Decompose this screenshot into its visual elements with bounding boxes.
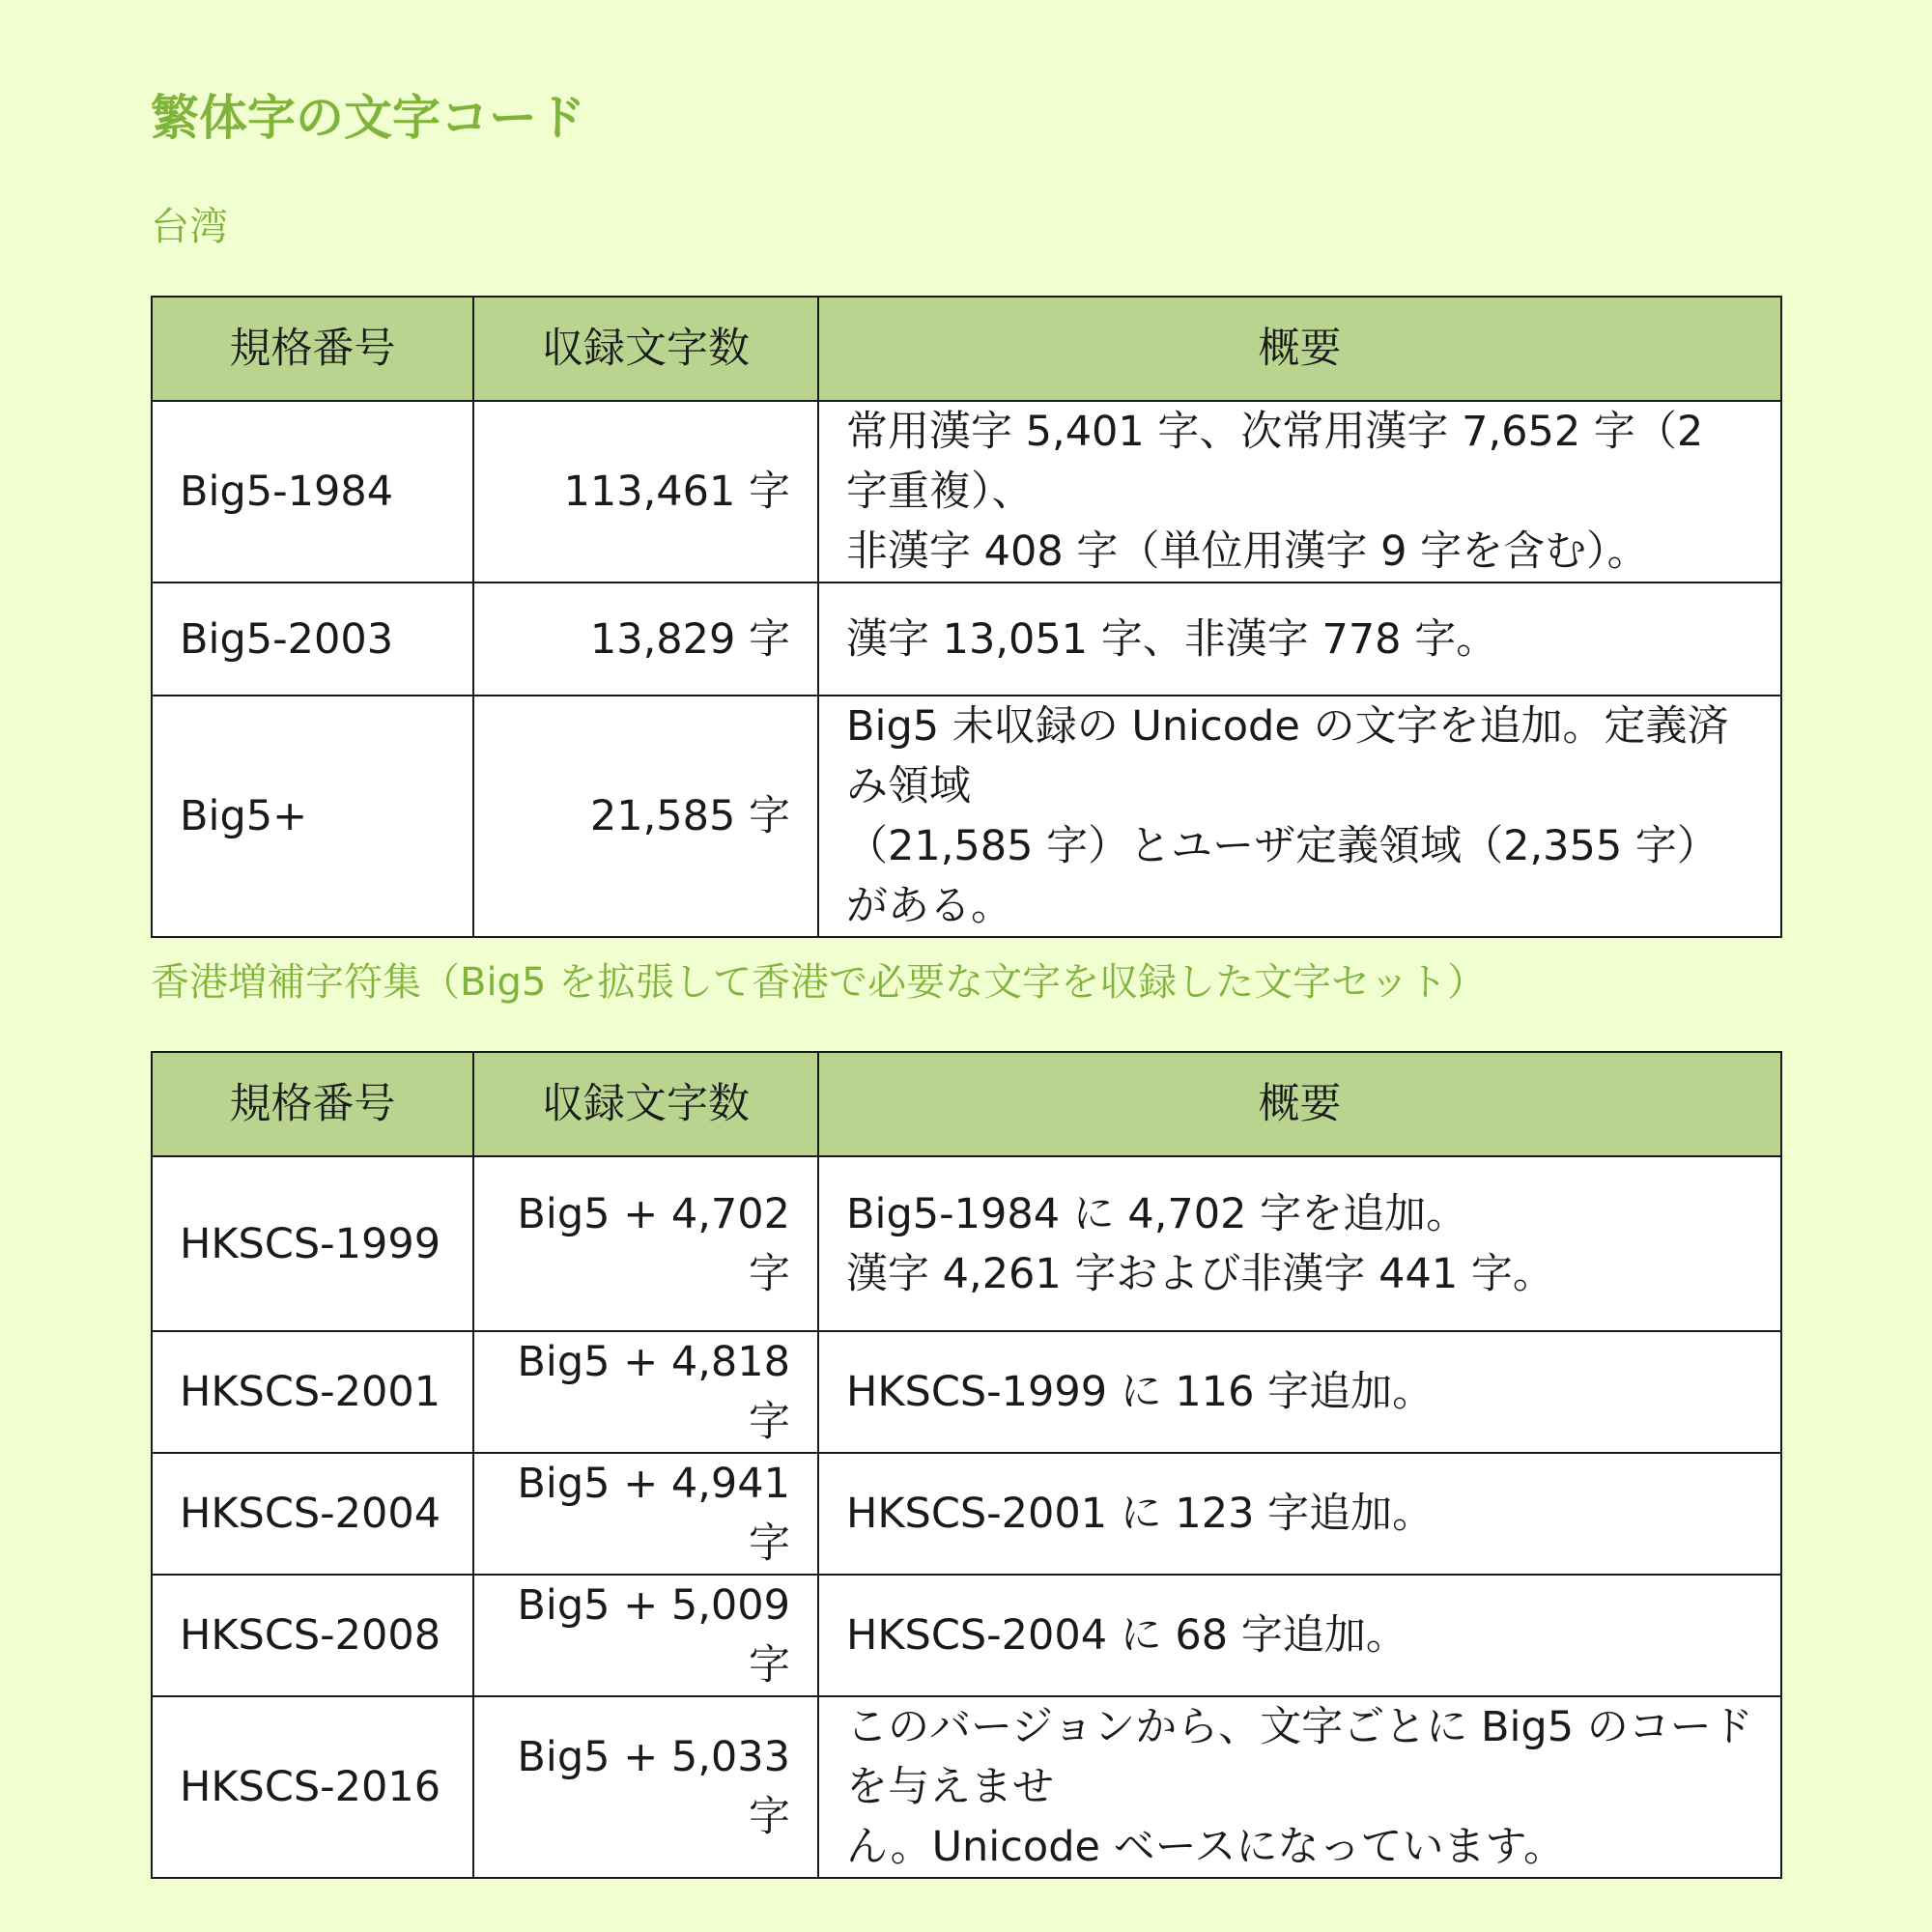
cell-standard: HKSCS-1999 <box>152 1156 473 1331</box>
table-row <box>152 1156 1781 1331</box>
cell-standard: HKSCS-2008 <box>152 1575 473 1696</box>
cell-standard: HKSCS-2001 <box>152 1331 473 1453</box>
cell-count: 13,829 字 <box>473 582 818 696</box>
cell-count: Big5 + 5,033 字 <box>473 1696 818 1878</box>
table-header-row <box>152 297 1781 401</box>
summary-line: 漢字 13,051 字、非漢字 778 字。 <box>846 614 1498 664</box>
header-count: 収録文字数 <box>473 1052 818 1156</box>
cell-count: Big5 + 4,702 字 <box>473 1156 818 1331</box>
table-row <box>152 401 1781 582</box>
header-standard: 規格番号 <box>152 297 473 401</box>
cell-summary <box>818 401 1781 582</box>
cell-summary <box>818 1453 1781 1575</box>
summary-line: HKSCS-2001 に 123 字追加。 <box>846 1490 1435 1538</box>
summary-line: 常用漢字 5,401 字、次常用漢字 7,652 字（2 字重複）、 <box>846 408 1704 516</box>
summary-line: （21,585 字）とユーザ定義領域（2,355 字）がある。 <box>846 822 1719 930</box>
taiwan-table <box>151 296 1782 938</box>
cell-summary <box>818 1331 1781 1453</box>
cell-count: 21,585 字 <box>473 696 818 937</box>
cell-count: Big5 + 4,818 字 <box>473 1331 818 1453</box>
table-row <box>152 1575 1781 1696</box>
summary-line: 非漢字 408 字（単位用漢字 9 字を含む）。 <box>846 527 1649 576</box>
cell-summary <box>818 696 1781 937</box>
summary-line: HKSCS-2004 に 68 字追加。 <box>846 1611 1407 1660</box>
summary-line: HKSCS-1999 に 116 字追加。 <box>846 1368 1435 1416</box>
cell-standard: HKSCS-2004 <box>152 1453 473 1575</box>
table-row <box>152 582 1781 696</box>
section-title-taiwan: 台湾 <box>151 205 228 249</box>
header-summary: 概要 <box>818 1052 1781 1156</box>
cell-standard: HKSCS-2016 <box>152 1696 473 1878</box>
header-standard: 規格番号 <box>152 1052 473 1156</box>
cell-summary <box>818 1156 1781 1331</box>
table-header-row <box>152 1052 1781 1156</box>
cell-count: 113,461 字 <box>473 401 818 582</box>
hongkong-table <box>151 1051 1782 1879</box>
cell-count: Big5 + 5,009 字 <box>473 1575 818 1696</box>
section-title-hongkong: 香港増補字符集（Big5 を拡張して香港で必要な文字を収録した文字セット） <box>151 960 1487 1005</box>
cell-summary <box>818 1575 1781 1696</box>
summary-line: ん。Unicode ベースになっています。 <box>846 1823 1566 1871</box>
table-row <box>152 1453 1781 1575</box>
cell-summary <box>818 582 1781 696</box>
cell-count: Big5 + 4,941 字 <box>473 1453 818 1575</box>
summary-line: このバージョンから、文字ごとに Big5 のコードを与えませ <box>846 1703 1753 1811</box>
header-count: 収録文字数 <box>473 297 818 401</box>
table-row <box>152 1331 1781 1453</box>
summary-line: Big5 未収録の Unicode の文字を追加。定義済み領域 <box>846 702 1729 810</box>
table-row <box>152 696 1781 937</box>
cell-summary <box>818 1696 1781 1878</box>
table-row <box>152 1696 1781 1878</box>
cell-standard: Big5+ <box>152 696 473 937</box>
cell-standard: Big5-1984 <box>152 401 473 582</box>
summary-line: 漢字 4,261 字および非漢字 441 字。 <box>846 1249 1554 1298</box>
page-title: 繁体字の文字コード <box>151 90 585 146</box>
cell-standard: Big5-2003 <box>152 582 473 696</box>
summary-line: Big5-1984 に 4,702 字を追加。 <box>846 1189 1468 1238</box>
header-summary: 概要 <box>818 297 1781 401</box>
